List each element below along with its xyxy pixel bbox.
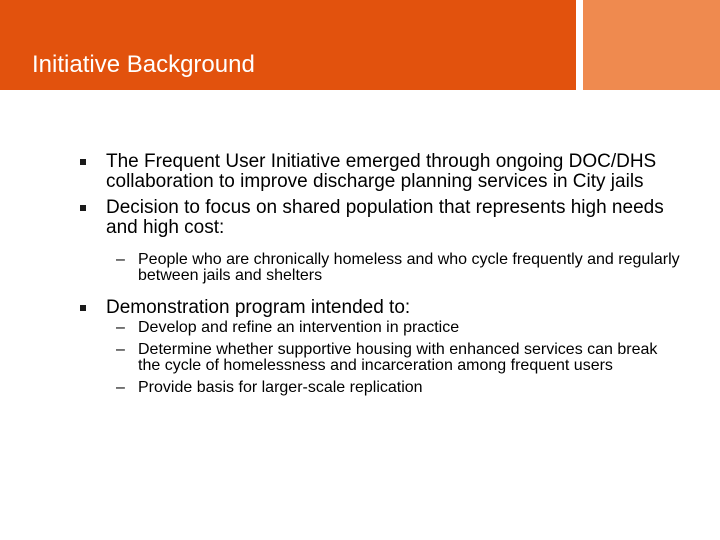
dash-bullet-icon: – xyxy=(116,251,125,268)
bullet-list xyxy=(80,152,680,402)
bullet-item xyxy=(80,298,680,318)
sub-bullet-item xyxy=(80,380,680,396)
bullet-item xyxy=(80,152,680,192)
bullet-text: Decision to focus on shared population that represents high needs and high cost: xyxy=(106,197,664,238)
bullet-text: The Frequent User Initiative emerged through ongoing DOC/DHS collaboration to improve discharge planning services in City jails xyxy=(106,151,657,192)
sub-bullet-item xyxy=(80,320,680,336)
title-bar xyxy=(0,0,576,90)
sub-bullet-text: Provide basis for larger-scale replication xyxy=(138,379,423,396)
square-bullet-icon xyxy=(80,305,86,311)
corner-accent-block xyxy=(583,0,720,90)
dash-bullet-icon: – xyxy=(116,379,125,396)
sub-bullet-text: Develop and refine an intervention in practice xyxy=(138,319,460,336)
bullet-item xyxy=(80,198,680,238)
square-bullet-icon xyxy=(80,159,86,165)
dash-bullet-icon: – xyxy=(116,319,125,336)
sub-bullet-item xyxy=(80,252,680,284)
square-bullet-icon xyxy=(80,205,86,211)
sub-bullet-item xyxy=(80,342,680,374)
sub-bullet-text: Determine whether supportive housing with enhanced services can break the cycle of homelessness and incarceration among frequent users xyxy=(138,341,658,374)
sub-bullet-text: People who are chronically homeless and who cycle frequently and regularly between jails and shelters xyxy=(138,251,680,284)
bullet-text: Demonstration program intended to: xyxy=(106,297,411,318)
slide-title: Initiative Background xyxy=(32,51,255,78)
dash-bullet-icon: – xyxy=(116,341,125,358)
